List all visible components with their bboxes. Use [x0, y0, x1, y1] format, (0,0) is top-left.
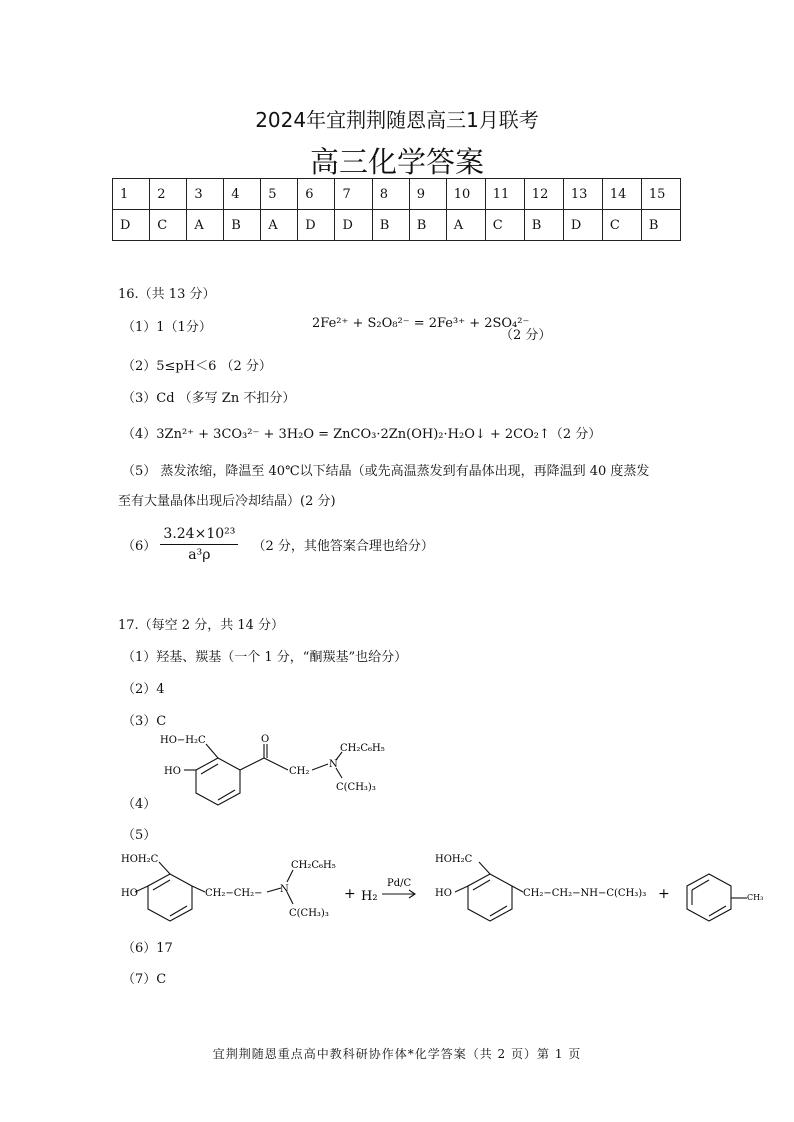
q17-part1: （1）羟基、羰基（一个 1 分，“酮羰基”也给分） [122, 650, 408, 665]
answer-letter-cell: D [563, 210, 602, 241]
answer-number-cell: 9 [409, 179, 446, 210]
reactant-ho-label: HO [121, 888, 138, 899]
answer-number-row [113, 179, 681, 210]
answer-number-cell: 7 [335, 179, 372, 210]
answer-number-cell: 15 [641, 179, 680, 210]
toluene-benzene-ring [687, 874, 731, 921]
reaction-part5 [115, 848, 775, 928]
catalyst-label: Pd/C [387, 878, 412, 889]
density-fraction [160, 526, 238, 563]
answer-number-cell: 1 [113, 179, 150, 210]
answer-table [112, 178, 681, 241]
answer-number-cell: 2 [150, 179, 187, 210]
q17-part3: （3）C [122, 714, 167, 729]
answer-number-cell: 10 [446, 179, 485, 210]
q16-part4: （4）3Zn²⁺ + 3CO₃²⁻ + 3H₂O = ZnCO₃·2Zn(OH)₂·H₂O↓ + 2CO₂↑（2 分） [122, 427, 602, 442]
answer-letter-cell: B [524, 210, 563, 241]
answer-number-cell: 5 [261, 179, 298, 210]
q17-heading: 17.（每空 2 分，共 14 分） [118, 618, 285, 633]
structure-part4 [160, 730, 400, 810]
reactant-benzene-ring [148, 874, 192, 921]
q16-part5-line2: 至有大量晶体出现后冷却结晶）(2 分) [118, 494, 336, 509]
q16-part3: （3）Cd （多写 Zn 不扣分） [122, 391, 296, 406]
answer-letter-cell: B [224, 210, 261, 241]
tbutyl-label: C(CH₃)₃ [336, 782, 376, 793]
product-ho-label: HO [435, 888, 452, 899]
answer-letter-cell: B [409, 210, 446, 241]
q17-part6: （6）17 [122, 941, 173, 956]
q17-part5-label: （5） [122, 828, 157, 843]
hydrogen-label: H₂ [361, 889, 378, 904]
hoh2c-label: HO−H₂C [160, 735, 206, 746]
reactant-tbutyl-label: C(CH₃)₃ [289, 908, 329, 919]
answer-letter-cell: B [641, 210, 680, 241]
q16-part6-label: （6） [122, 539, 157, 554]
answer-letter-cell: D [298, 210, 335, 241]
answer-letter-cell: C [150, 210, 187, 241]
benzene-ring [196, 758, 240, 805]
reactant-chain-label: CH₂−CH₂− [205, 888, 263, 899]
plus-sign-1: + [344, 886, 356, 902]
answer-number-cell: 14 [602, 179, 641, 210]
reactant-n-label: N [280, 884, 289, 895]
product-chain-label: CH₂−CH₂−NH−C(CH₃)₃ [523, 888, 647, 899]
answer-letter-cell: C [602, 210, 641, 241]
q16-part6-note: （2 分，其他答案合理也给分） [252, 539, 434, 554]
answer-letter-cell: C [485, 210, 524, 241]
ho-label: HO [164, 766, 181, 777]
answer-letter-cell: D [113, 210, 150, 241]
ch2-label: CH₂ [289, 766, 310, 777]
answer-letter-cell: A [187, 210, 224, 241]
answer-number-cell: 4 [224, 179, 261, 210]
answer-number-cell: 3 [187, 179, 224, 210]
q16-part1-label: （1）1（1分） [122, 320, 212, 335]
q16-part6 [122, 526, 434, 563]
product-benzene-ring [468, 874, 512, 921]
fraction-numerator: 3.24×10²³ [160, 526, 238, 545]
answer-number-cell: 11 [485, 179, 524, 210]
n-label: N [329, 759, 338, 770]
answer-letter-cell: B [372, 210, 409, 241]
toluene-ch3-label: CH₃ [747, 893, 764, 902]
q16-part2: （2）5≤pH＜6 （2 分） [122, 359, 272, 374]
answer-number-cell: 6 [298, 179, 335, 210]
reactant-benzyl-label: CH₂C₆H₅ [291, 860, 336, 871]
answer-title: 高三化学答案 [309, 145, 484, 179]
answer-number-cell: 8 [372, 179, 409, 210]
answer-letter-cell: A [446, 210, 485, 241]
q17-part4-label: （4） [122, 797, 157, 812]
exam-title: 2024年宜荆荆随恩高三1月联考 [255, 108, 539, 132]
answer-letter-cell: A [261, 210, 298, 241]
q16-part1-equation: 2Fe²⁺ + S₂O₈²⁻ = 2Fe³⁺ + 2SO₄²⁻ [312, 316, 530, 331]
reactant-hoh2c-label: HOH₂C [121, 854, 159, 865]
fraction-denominator: a³ρ [188, 547, 211, 563]
answer-letter-row [113, 210, 681, 241]
q16-part1-score: （2 分） [500, 328, 552, 343]
answer-number-cell: 13 [563, 179, 602, 210]
answer-letter-cell: D [335, 210, 372, 241]
q16-part5-line1: （5） 蒸发浓缩，降温至 40℃以下结晶（或先高温蒸发到有晶体出现，再降温到 40 度蒸发 [122, 464, 650, 479]
carbonyl-o-label: O [261, 734, 270, 745]
answer-number-cell: 12 [524, 179, 563, 210]
q17-part2: （2）4 [122, 682, 165, 697]
q16-heading: 16.（共 13 分） [118, 287, 216, 302]
page-footer: 宜荆荆随恩重点高中教科研协作体*化学答案（共 2 页）第 1 页 [212, 1047, 582, 1061]
product-hoh2c-label: HOH₂C [435, 854, 473, 865]
plus-sign-2: + [658, 886, 670, 902]
q17-part7: （7）C [122, 972, 167, 987]
benzyl-label: CH₂C₆H₅ [340, 743, 385, 754]
